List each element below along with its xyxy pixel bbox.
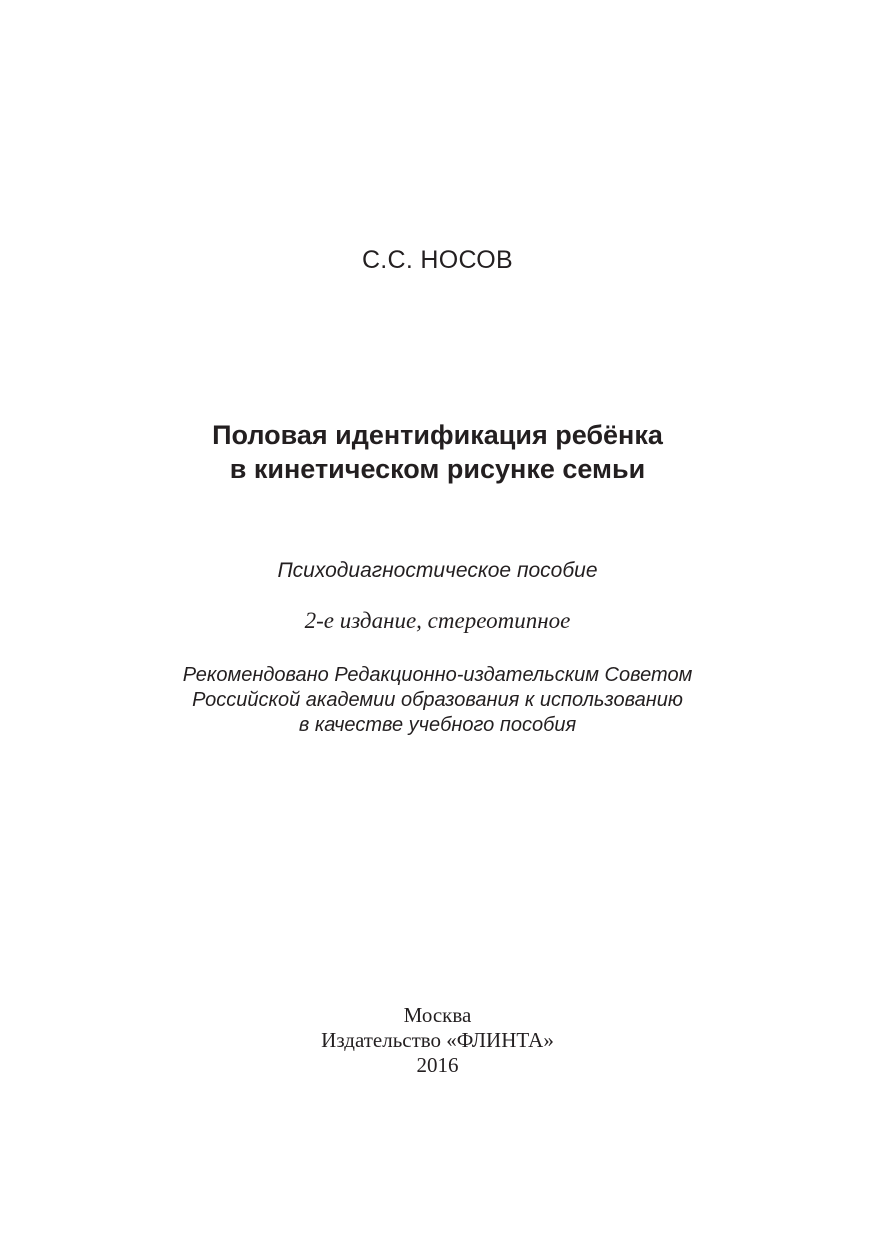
imprint-city: Москва (403, 1003, 472, 1027)
book-title-line-1: Половая идентификация ребёнка (212, 420, 663, 450)
recommendation-note (0, 663, 875, 738)
imprint (0, 1003, 875, 1078)
recommendation-line-3: в качестве учебного пособия (298, 714, 577, 736)
edition-note: 2-е издание, стереотипное (304, 608, 571, 633)
imprint-publisher: Издательство «ФЛИНТА» (321, 1028, 554, 1052)
imprint-year: 2016 (416, 1053, 459, 1077)
recommendation-line-2: Российской академии образования к использованию (192, 689, 683, 711)
recommendation-line-1: Рекомендовано Редакционно-издательским Советом (182, 664, 693, 686)
book-title (0, 418, 875, 486)
author-name: С.С. НОСОВ (361, 246, 514, 274)
book-title-line-2: в кинетическом рисунке семьи (229, 454, 646, 484)
book-subtitle: Психодиагностическое пособие (277, 559, 598, 582)
